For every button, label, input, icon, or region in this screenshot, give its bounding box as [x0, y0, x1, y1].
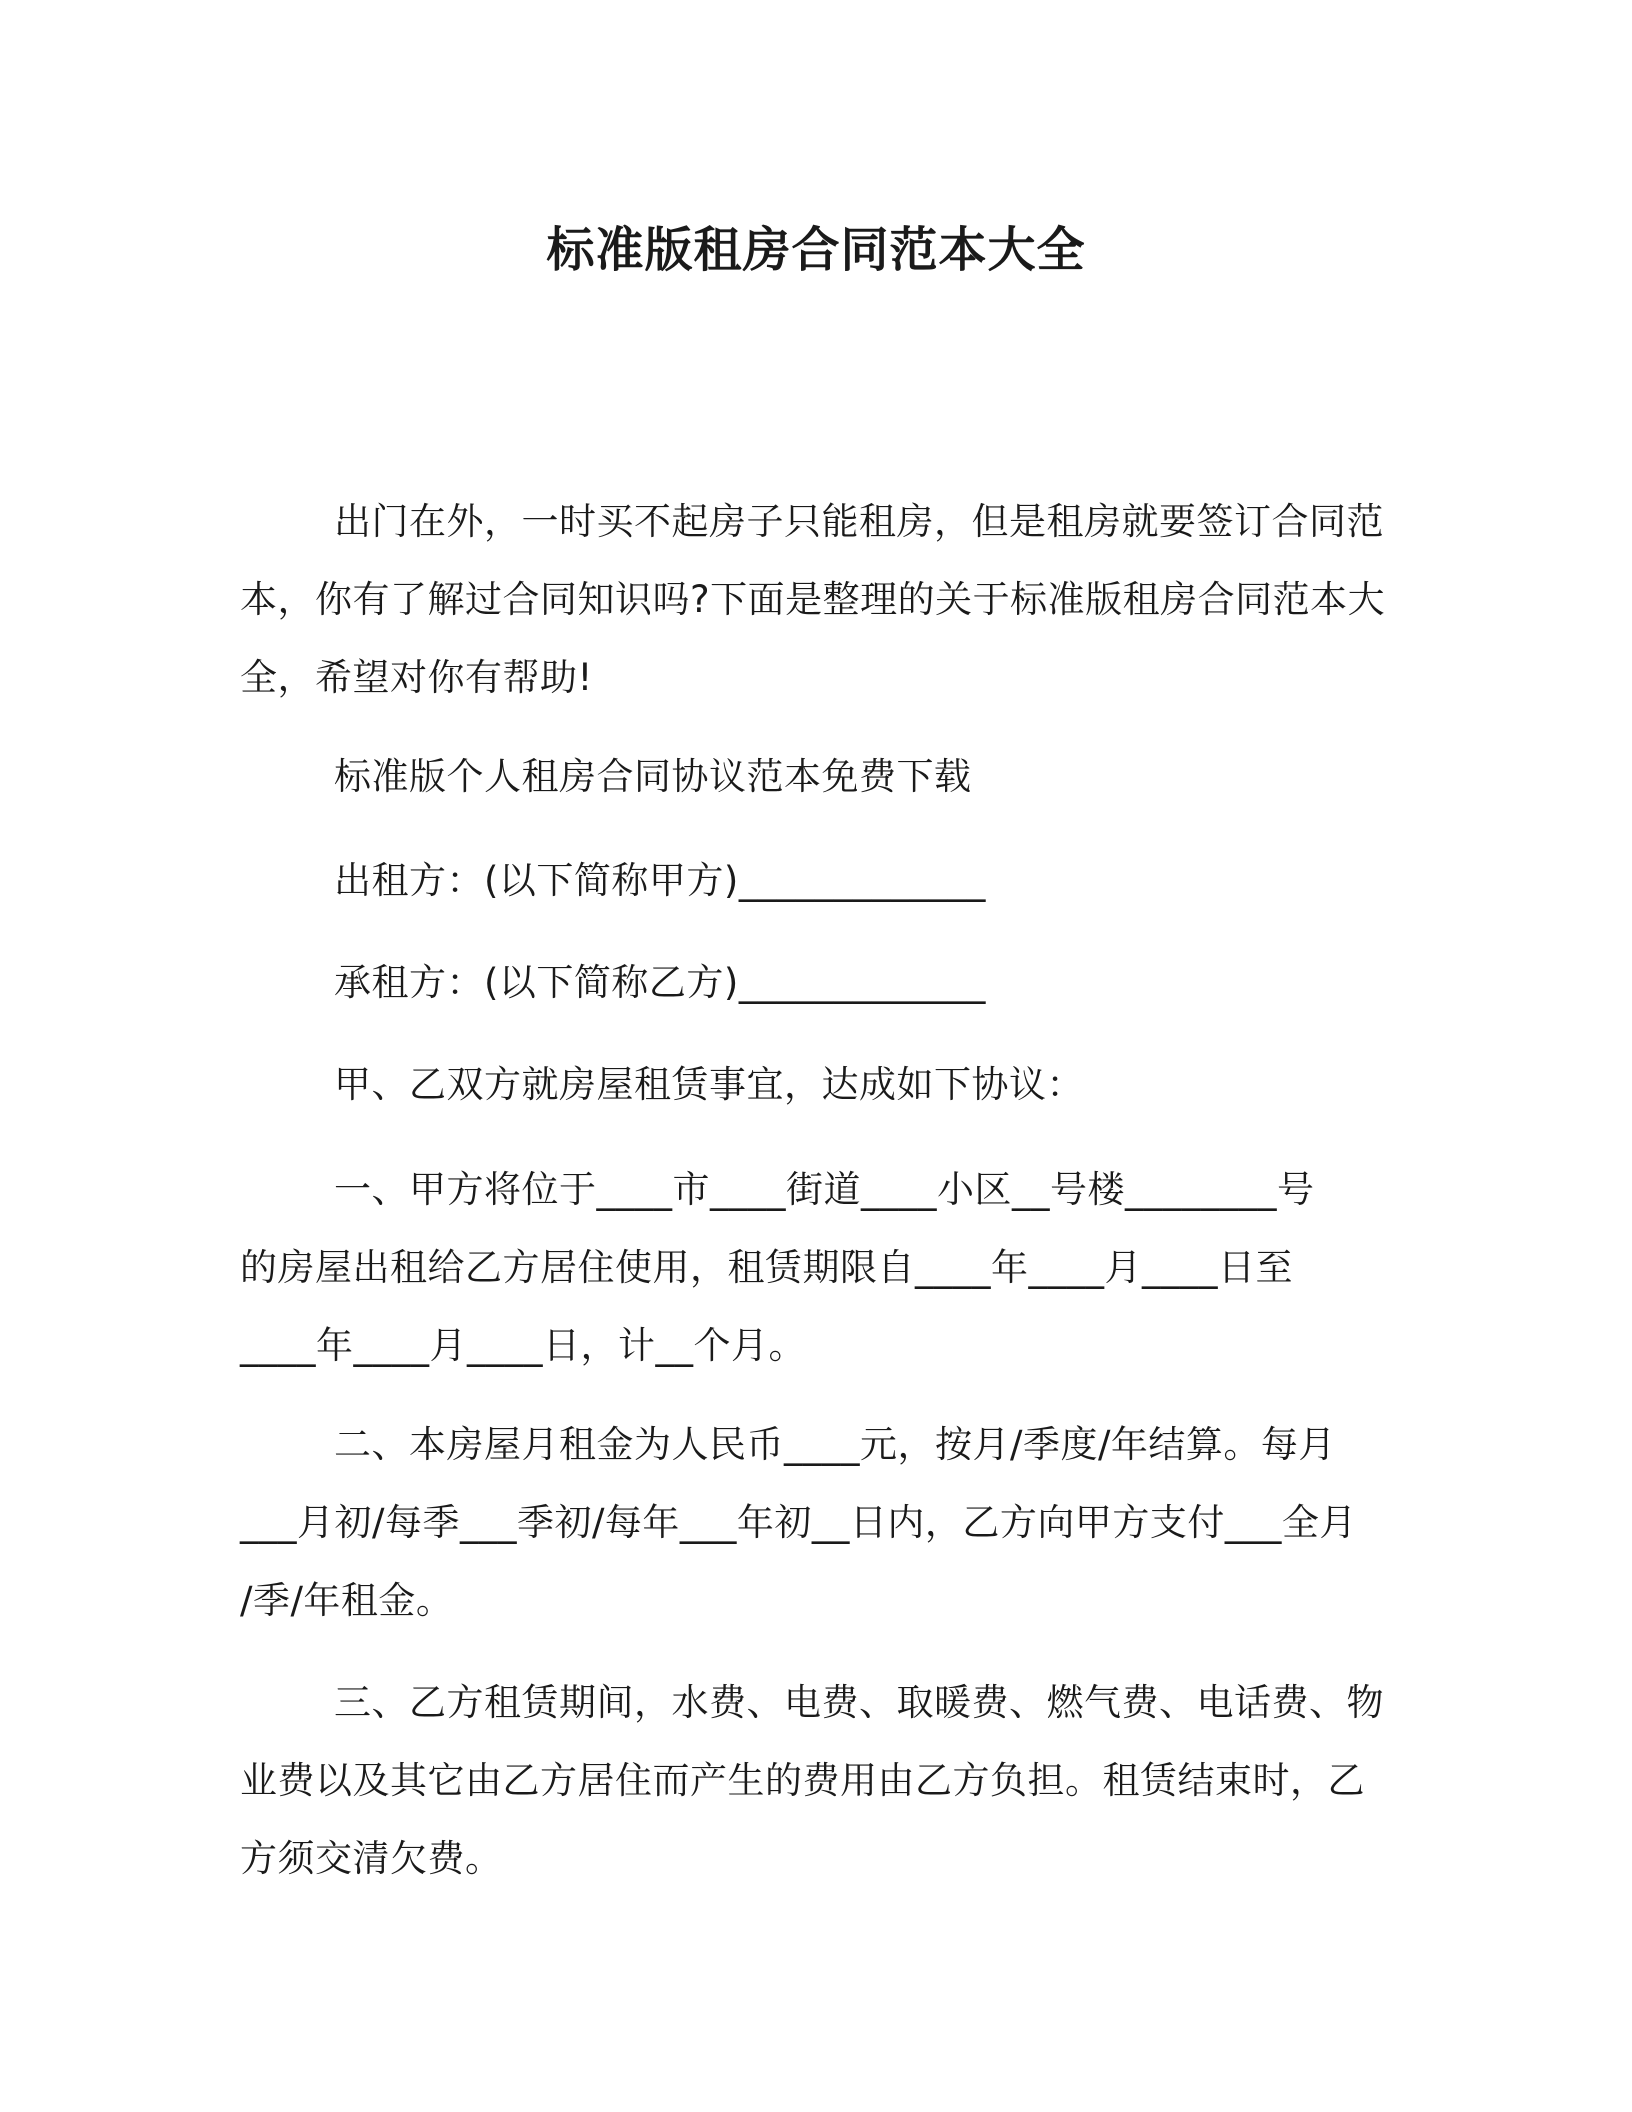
intro-line-3: 全，希望对你有帮助!: [240, 656, 593, 699]
clause-1-line-3: ____年____月____日，计__个月。: [240, 1324, 806, 1367]
clause-2-line-1: 二、本房屋月租金为人民币____元，按月/季度/年结算。每月: [334, 1423, 1336, 1466]
lessor-paragraph: [240, 842, 1380, 920]
clause-3-line-2: 业费以及其它由乙方居住而产生的费用由乙方负担。租赁结束时，乙: [240, 1759, 1365, 1802]
lessee-line: 承租方：(以下简称乙方)_____________: [334, 961, 986, 1004]
intro-paragraph: [240, 483, 1386, 717]
clause-1-line-2: 的房屋出租给乙方居住使用，租赁期限自____年____月____日至: [240, 1246, 1293, 1289]
subtitle-line: 标准版个人租房合同协议范本免费下载: [334, 755, 972, 798]
clause-2-paragraph: [240, 1406, 1380, 1640]
clause-2-line-2: ___月初/每季___季初/每年___年初__日内，乙方向甲方支付___全月: [240, 1501, 1357, 1544]
clause-1-line-1: 一、甲方将位于____市____街道____小区__号楼________号: [334, 1168, 1315, 1211]
lessor-line: 出租方：(以下简称甲方)_____________: [334, 859, 986, 902]
clause-2-line-3: /季/年租金。: [240, 1579, 454, 1622]
agreement-line: 甲、乙双方就房屋租赁事宜，达成如下协议：: [334, 1063, 1084, 1106]
document-title: 标准版租房合同范本大全: [546, 222, 1086, 278]
clause-3-line-3: 方须交清欠费。: [240, 1837, 503, 1880]
clause-1-paragraph: [240, 1151, 1380, 1385]
subtitle-paragraph: [240, 738, 1380, 816]
clause-3-paragraph: [240, 1664, 1384, 1898]
intro-line-2: 本，你有了解过合同知识吗?下面是整理的关于标准版租房合同范本大: [240, 578, 1386, 621]
intro-line-1: 出门在外，一时买不起房子只能租房，但是租房就要签订合同范: [334, 500, 1384, 543]
agreement-paragraph: [240, 1046, 1380, 1124]
lessee-paragraph: [240, 944, 1380, 1022]
clause-3-line-1: 三、乙方租赁期间，水费、电费、取暖费、燃气费、电话费、物: [334, 1681, 1384, 1724]
